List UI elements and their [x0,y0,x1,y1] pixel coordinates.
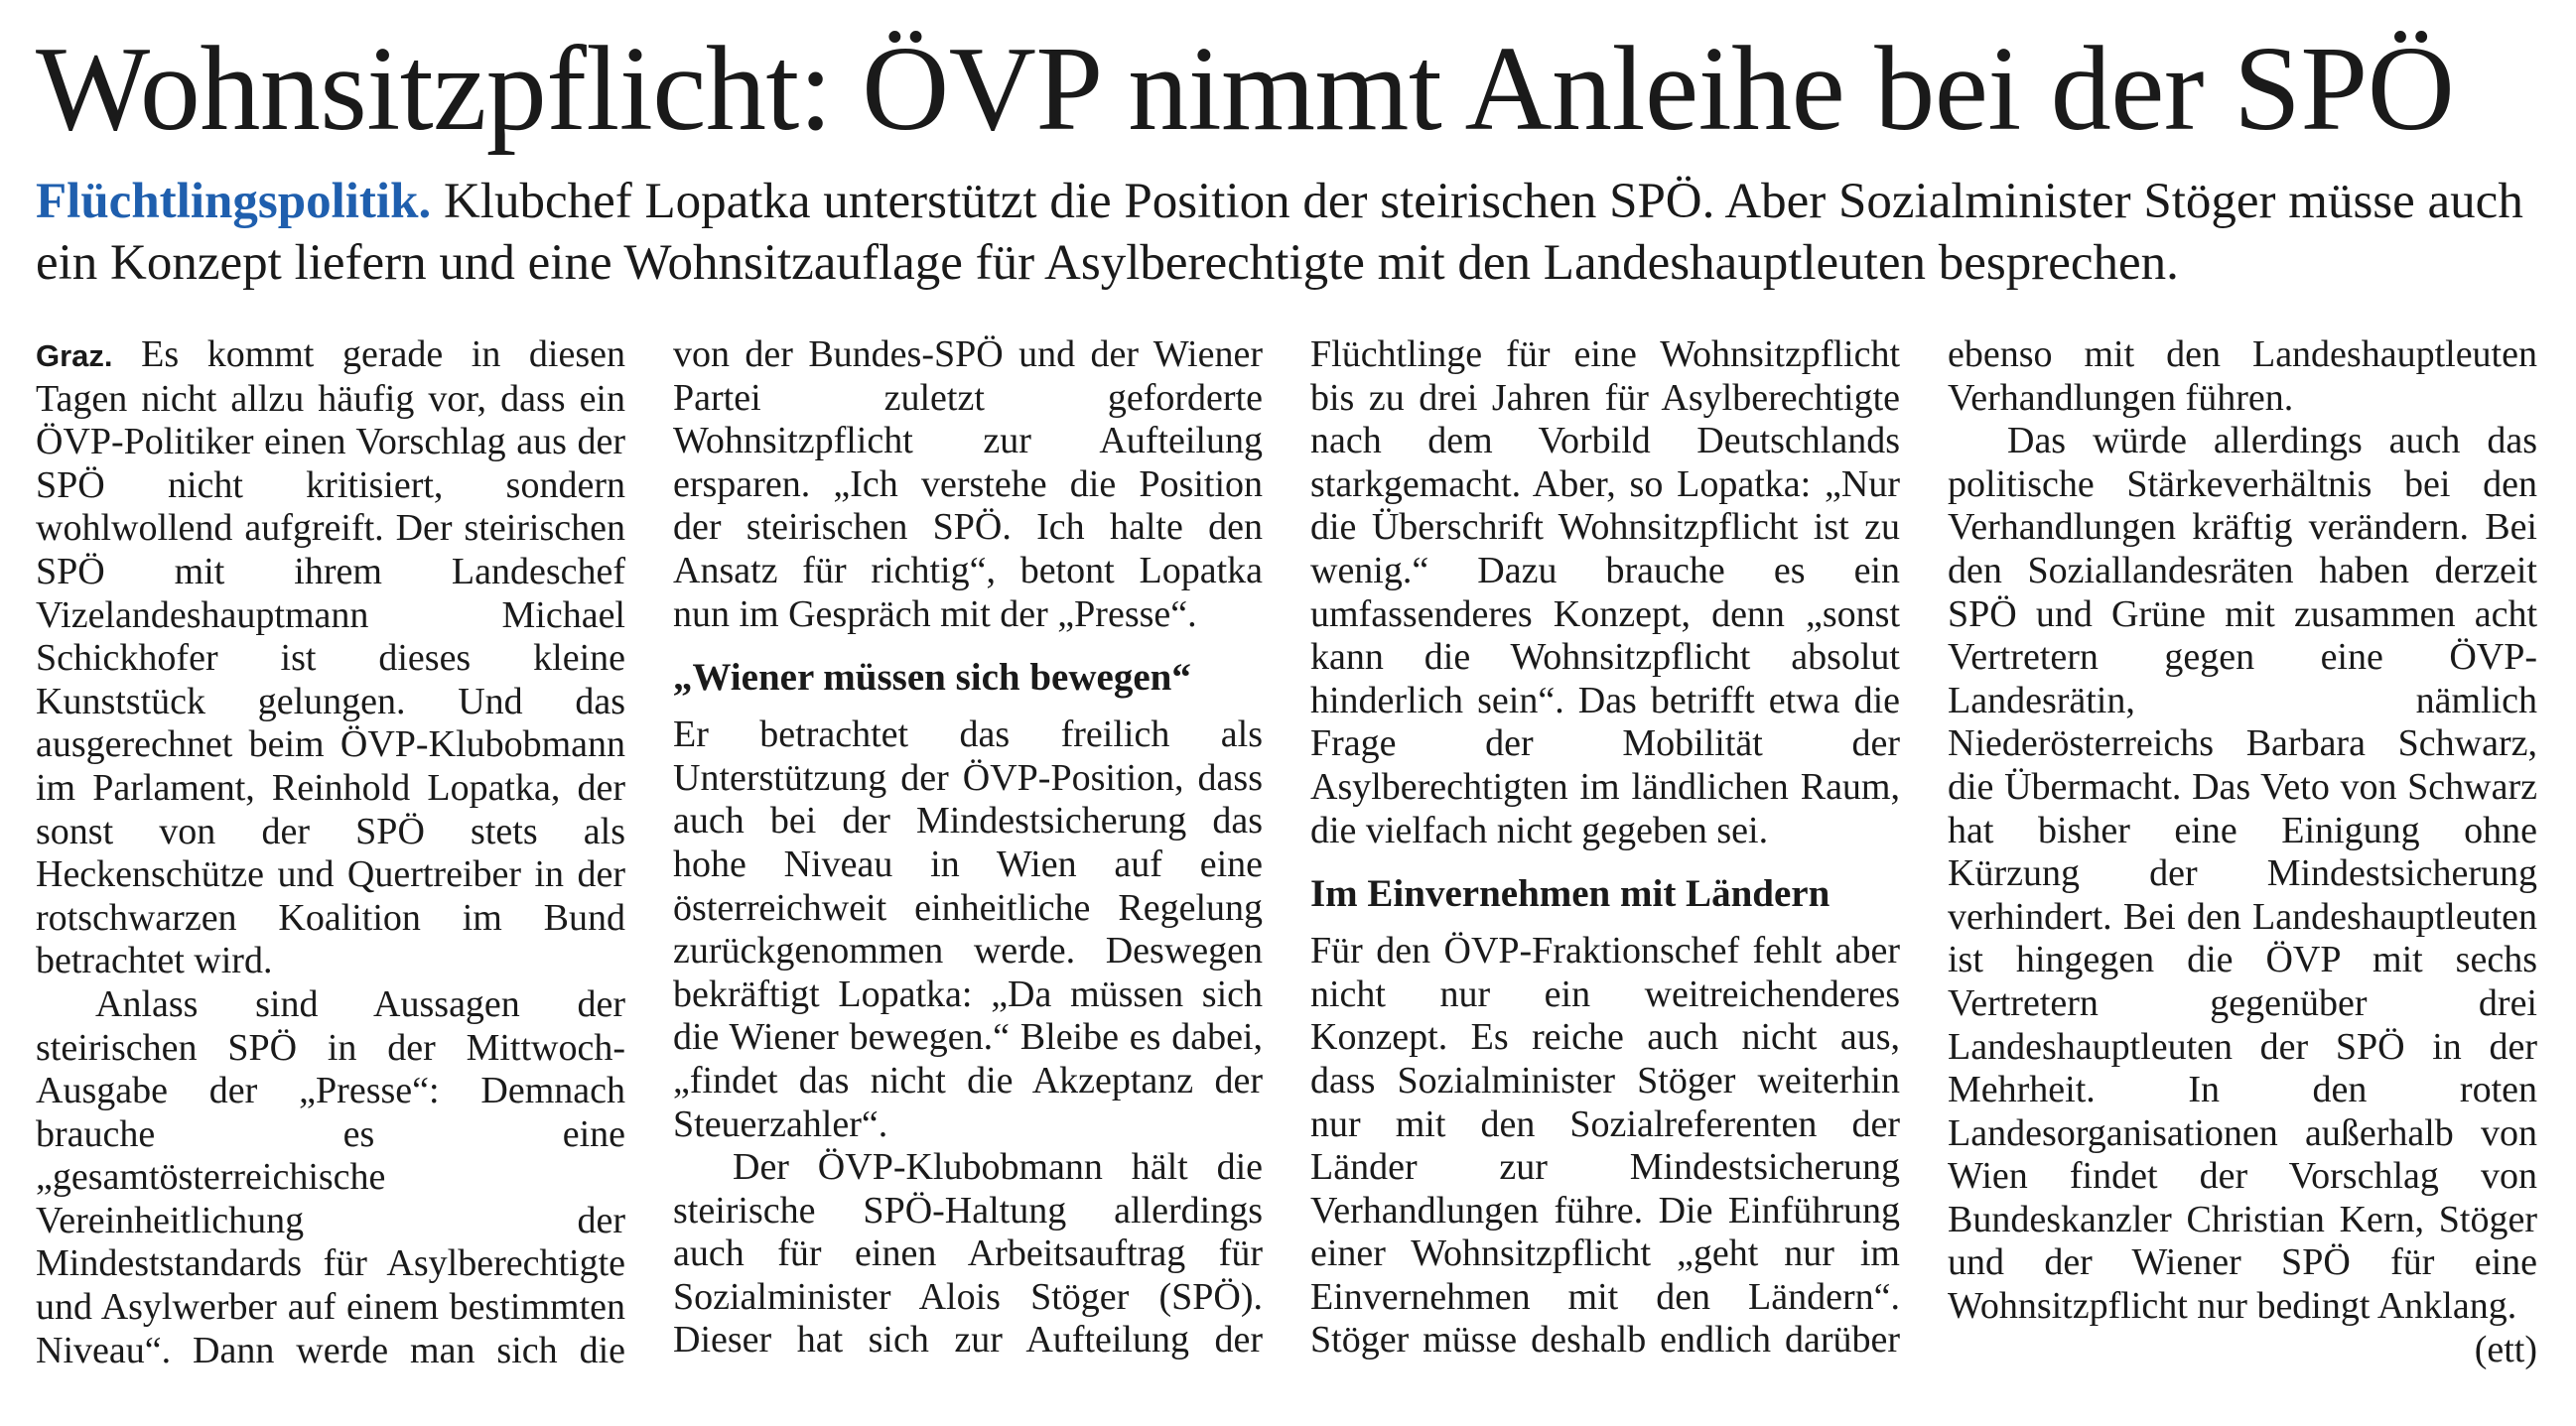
paragraph-4: Der ÖVP-Klubobmann hält die steirische SPÖ-Haltung allerdings auch für einen Arbeitsauftrag für Sozialminister Alois Stöger (SPÖ). Dieser hat sich zur Aufteilung der Flüchtlinge für eine Wohnsitzpflicht bis zu drei Jahren für Asylberechtigte nach dem Vorbild Deutschlands starkgemacht. Aber, so Lopatka: „Nur die Überschrift Wohnsitzpflicht ist zu wenig.“ Dazu brauche es ein umfassenderes Konzept, denn „sonst kann die Wohnsitzpflicht absolut hinderlich sein“. Das betrifft etwa die Frage der Mobilität der Asylberechtigten im ländlichen Raum, die vielfach nicht gegeben sei. [673,333,1900,1361]
paragraph-5: Für den ÖVP-Fraktionschef fehlt aber nicht nur ein weitreichenderes Konzept. Es reiche auch nicht aus, dass Sozialminister Stöger weiterhin nur mit den Sozialreferenten der Länder zur Mindestsicherung Verhandlungen führe. Die Einführung einer Wohnsitzpflicht „geht nur im Einvernehmen mit den Ländern“. Stöger müsse deshalb endlich darüber ebenso mit den Landeshauptleuten Verhandlungen führen. [1310,333,2537,1361]
subheadline-text: Klubchef Lopatka unterstützt die Position der steirischen SPÖ. Aber Sozialminister Stöger müsse auch ein Konzept liefern und eine Wohnsitzauflage für Asylberechtigte mit den Landeshauptleuten besprechen. [36,174,2523,291]
paragraph-3: Er betrachtet das freilich als Unterstützung der ÖVP-Position, dass auch bei der Mindestsicherung das hohe Niveau in Wien auf eine österreichweit einheitliche Regelung zurückgenommen werde. Deswegen bekräftigt Lopatka: „Da müssen sich die Wiener bewegen.“ Bleibe es dabei, „findet das nicht die Akzeptanz der Steuerzahler“. [673,713,1263,1145]
paragraph-1-text: Es kommt gerade in diesen Tagen nicht allzu häufig vor, dass ein ÖVP-Politiker einen Vorschlag aus der SPÖ nicht kritisiert, sondern wohlwollend aufgreift. Der steirischen SPÖ mit ihrem Landeschef Vizelandeshauptmann Michael Schickhofer ist dieses kleine Kunststück gelungen. Und das ausgerechnet beim ÖVP-Klubobmann im Parlament, Reinhold Lopatka, der sonst von der SPÖ stets als Heckenschütze und Quertreiber in der rotschwarzen Koalition im Bund betrachtet wird. [36,333,625,982]
subheading-1: „Wiener müssen sich bewegen“ [673,656,1191,700]
article-body [36,333,2537,1405]
paragraph-1 [36,333,625,983]
dateline: Graz. [36,338,113,373]
subheading-2: Im Einvernehmen mit Ländern [1310,872,1830,916]
subheadline [36,171,2537,294]
paragraph-6 [1948,420,2537,1370]
paragraph-2: Anlass sind Aussagen der steirischen SPÖ in der Mittwoch-Ausgabe der „Presse“: Demnach brauche es eine „gesamtösterreichische Vereinheitlichung der Mindeststandards für Asylberechtigte und Asylwerber auf einem bestimmten Niveau“. Dann werde man sich die von der Bundes-SPÖ und der Wiener Partei zuletzt geforderte Wohnsitzpflicht zur Aufteilung ersparen. „Ich verstehe die Position der steirischen SPÖ. Ich halte den Ansatz für richtig“, betont Lopatka nun im Gespräch mit der „Presse“. [36,333,1263,1371]
kicker: Flüchtlingspolitik. [36,174,432,229]
headline: Wohnsitzpflicht: ÖVP nimmt Anleihe bei der SPÖ [36,22,2455,156]
paragraph-6-text: Das würde allerdings auch das politische Stärkeverhältnis bei den Verhandlungen kräftig verändern. Bei den Soziallandesräten haben derzeit SPÖ und Grüne mit zusammen acht Vertretern gegen eine ÖVP-Landesrätin, nämlich Niederösterreichs Barbara Schwarz, die Übermacht. Das Veto von Schwarz hat bisher eine Einigung ohne Kürzung der Mindestsicherung verhindert. Bei den Landeshauptleuten ist hingegen die ÖVP mit sechs Vertretern gegenüber drei Landeshauptleuten der SPÖ in der Mehrheit. In den roten Landesorganisationen außerhalb von Wien findet der Vorschlag von Bundeskanzler Christian Kern, Stöger und der Wiener SPÖ für eine Wohnsitzpflicht nur bedingt Anklang. [1948,420,2537,1328]
signature: (ett) [2474,1328,2537,1370]
